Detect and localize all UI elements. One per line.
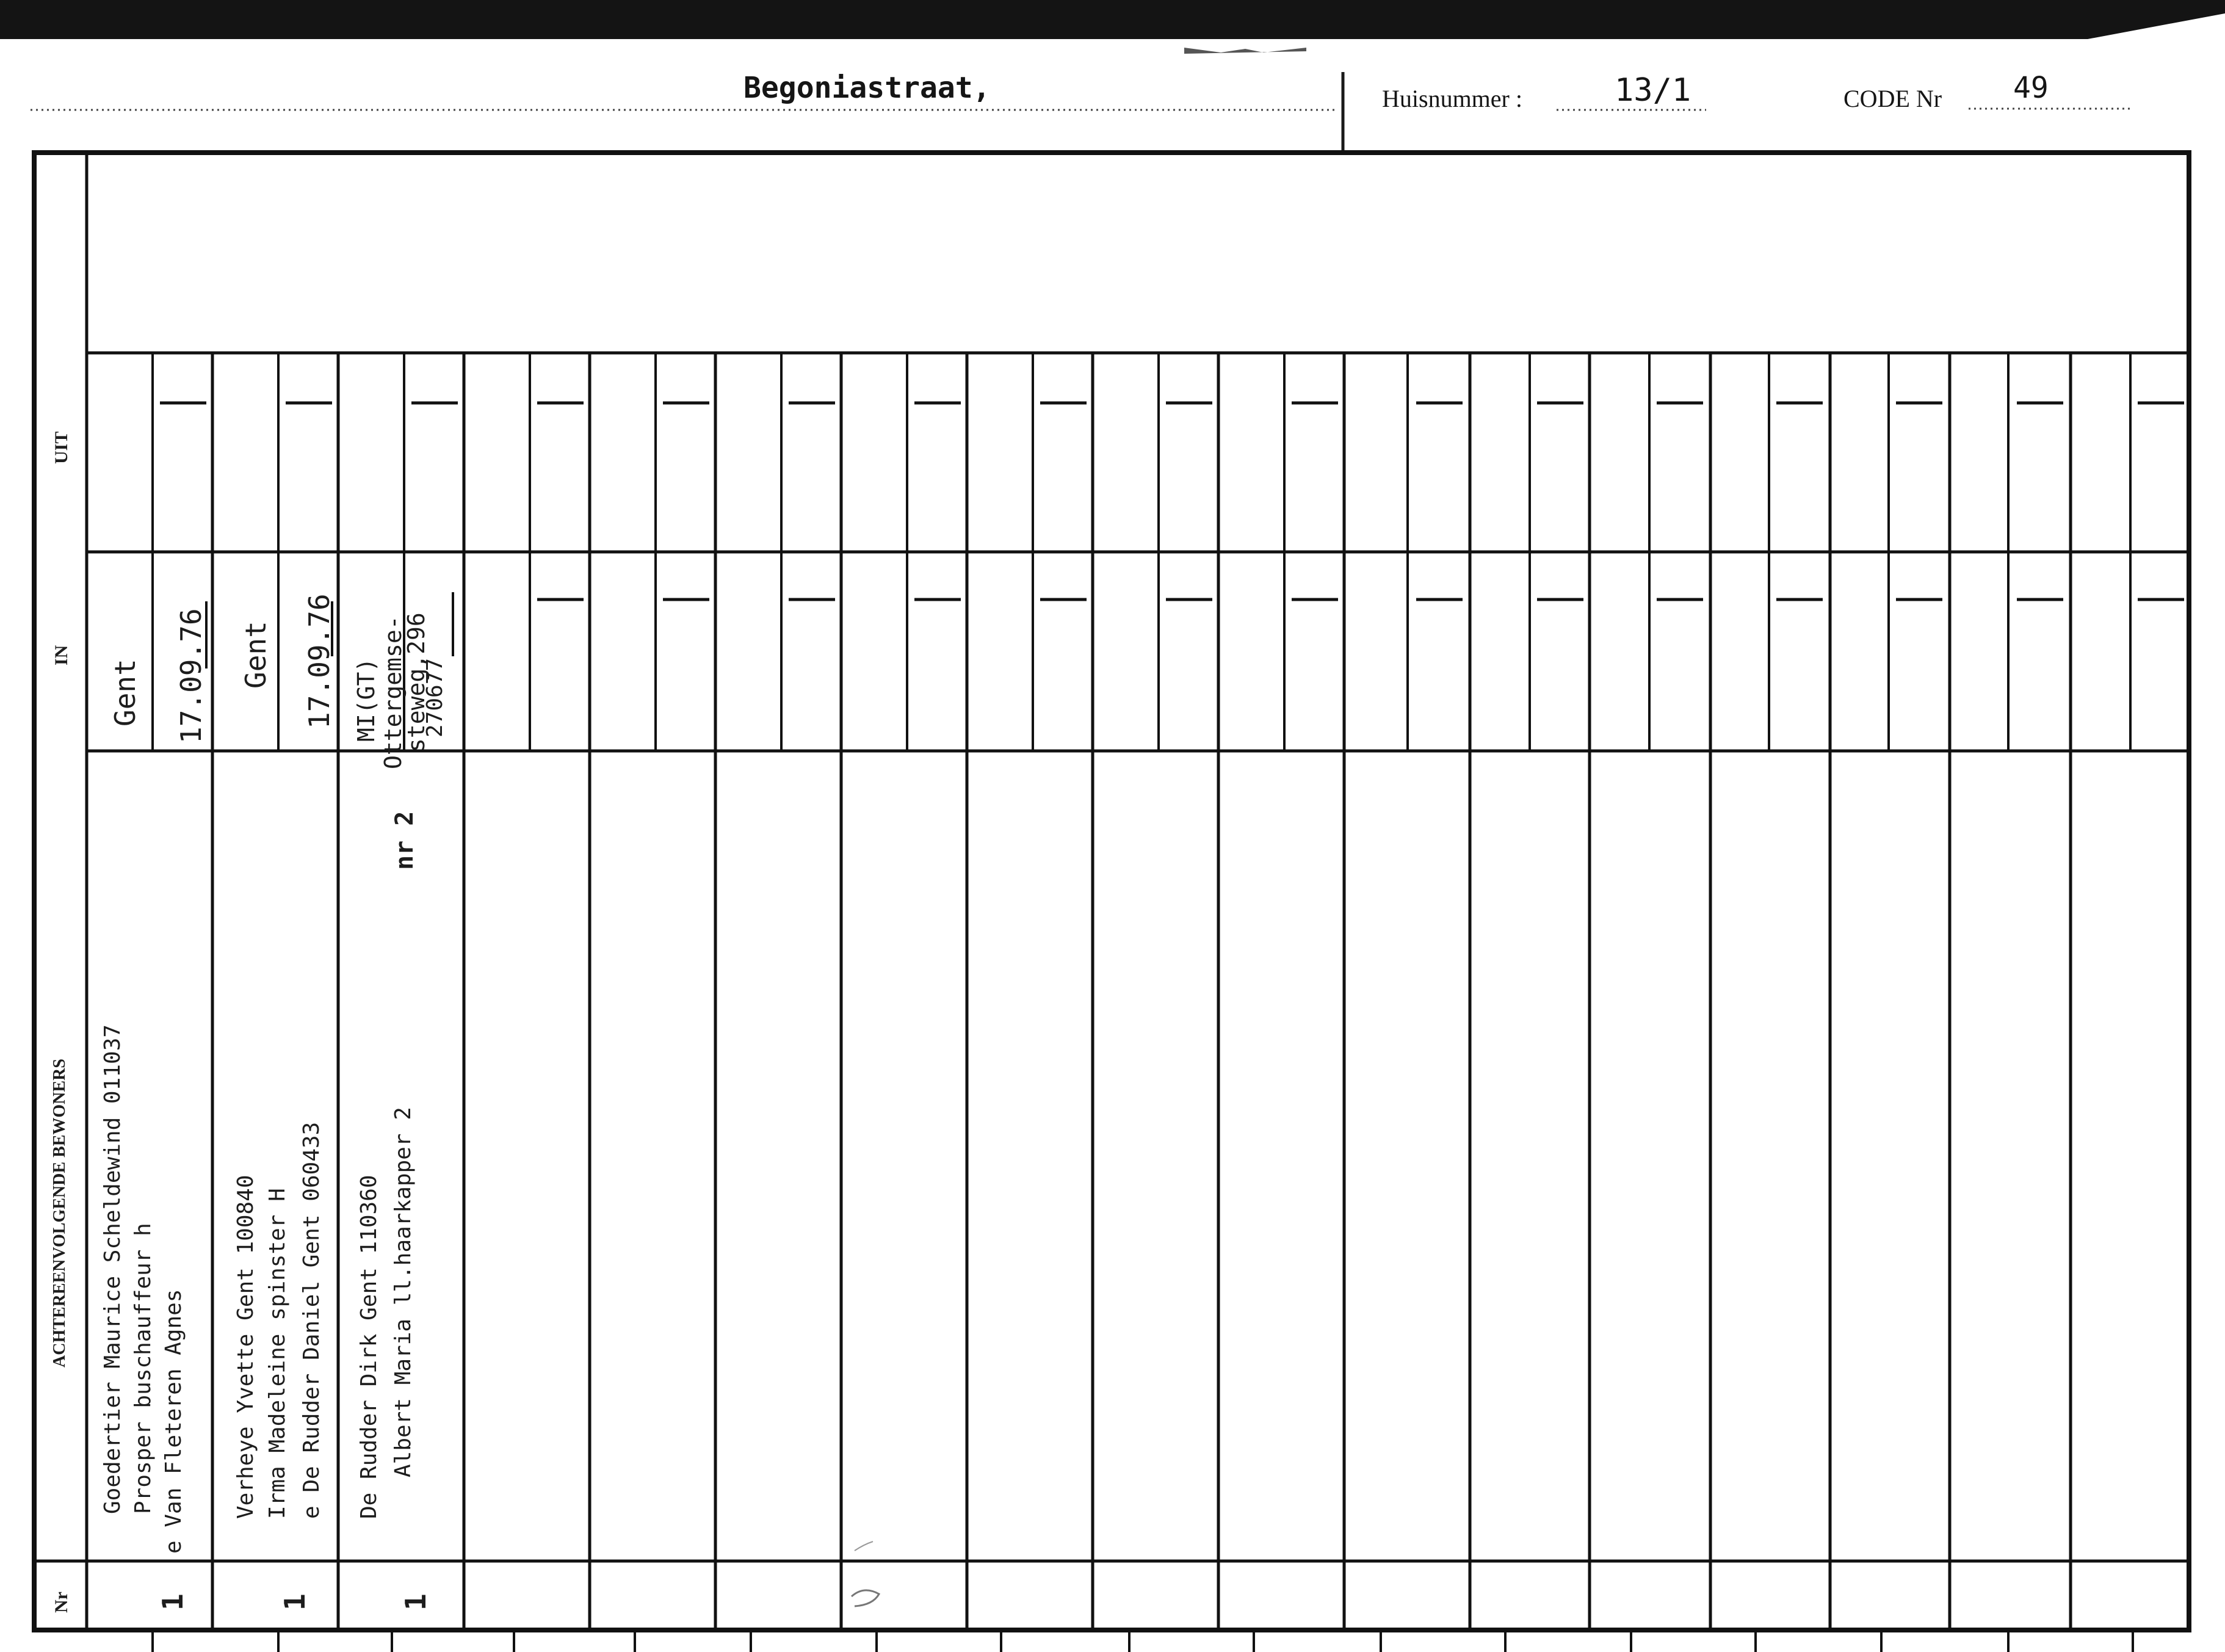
entry-1-resident-line-3: e Van Fleteren Agnes [161,1289,186,1554]
entry-2-resident-line-2: Irma Madeleine spinster H [265,1188,290,1519]
entry-2-in-place: Gent [239,621,272,689]
row-label-nr: Nr [51,1592,71,1613]
pen-scribble-2 [855,1542,873,1551]
entry-3-resident-line-2: Albert Maria ll.haarkapper 2 [391,1107,416,1477]
entry-2-nr: 1 [278,1593,311,1610]
entry-3-in-line-3: steweg,296 [403,612,430,752]
bottom-ticks [153,1630,2133,1652]
entry-3-in-line-2: Ottergemse- [380,615,407,769]
entry-2-resident-line-3: e De Rudder Daniel Gent 060433 [299,1121,324,1519]
entry-3-resident-line-1: De Rudder Dirk Gent 110360 [356,1175,382,1519]
code-number-value: 49 [2013,71,2049,105]
code-number-label: CODE Nr [1843,85,1942,112]
row-label-uit: UIT [51,431,71,464]
entry-3-in-line-4: 270677 [422,658,447,737]
row-label-in: IN [51,645,71,665]
entry-2-in-date: 17.09.76 [303,593,336,729]
pen-scribble [852,1590,879,1606]
scan-speck [1184,48,1306,54]
entry-3-nr: 1 [399,1593,432,1610]
row-label-residents: ACHTEREENVOLGENDE BEWONERS [50,1059,69,1368]
top-scan-band [0,0,2225,39]
house-number-label: Huisnummer : [1382,85,1522,112]
entry-3-in-line-1: MI(GT) [353,658,380,742]
entry-1-resident-line-1: Goedertier Maurice Scheldewind 011037 [100,1024,125,1514]
entry-1-nr: 1 [156,1593,189,1610]
major-column-lines [212,353,2071,1630]
street-name: Begoniastraat, [743,71,991,105]
entry-1-in-date: 17.09.76 [175,608,208,744]
house-number-value: 13/1 [1615,72,1691,109]
entry-3-resident-line-3: nr 2 [391,811,419,870]
entry-1-resident-line-2: Prosper buschauffeur h [131,1223,156,1514]
entry-1-in-place: Gent [109,659,142,726]
entry-2-resident-line-1: Verheye Yvette Gent 100840 [233,1175,258,1519]
